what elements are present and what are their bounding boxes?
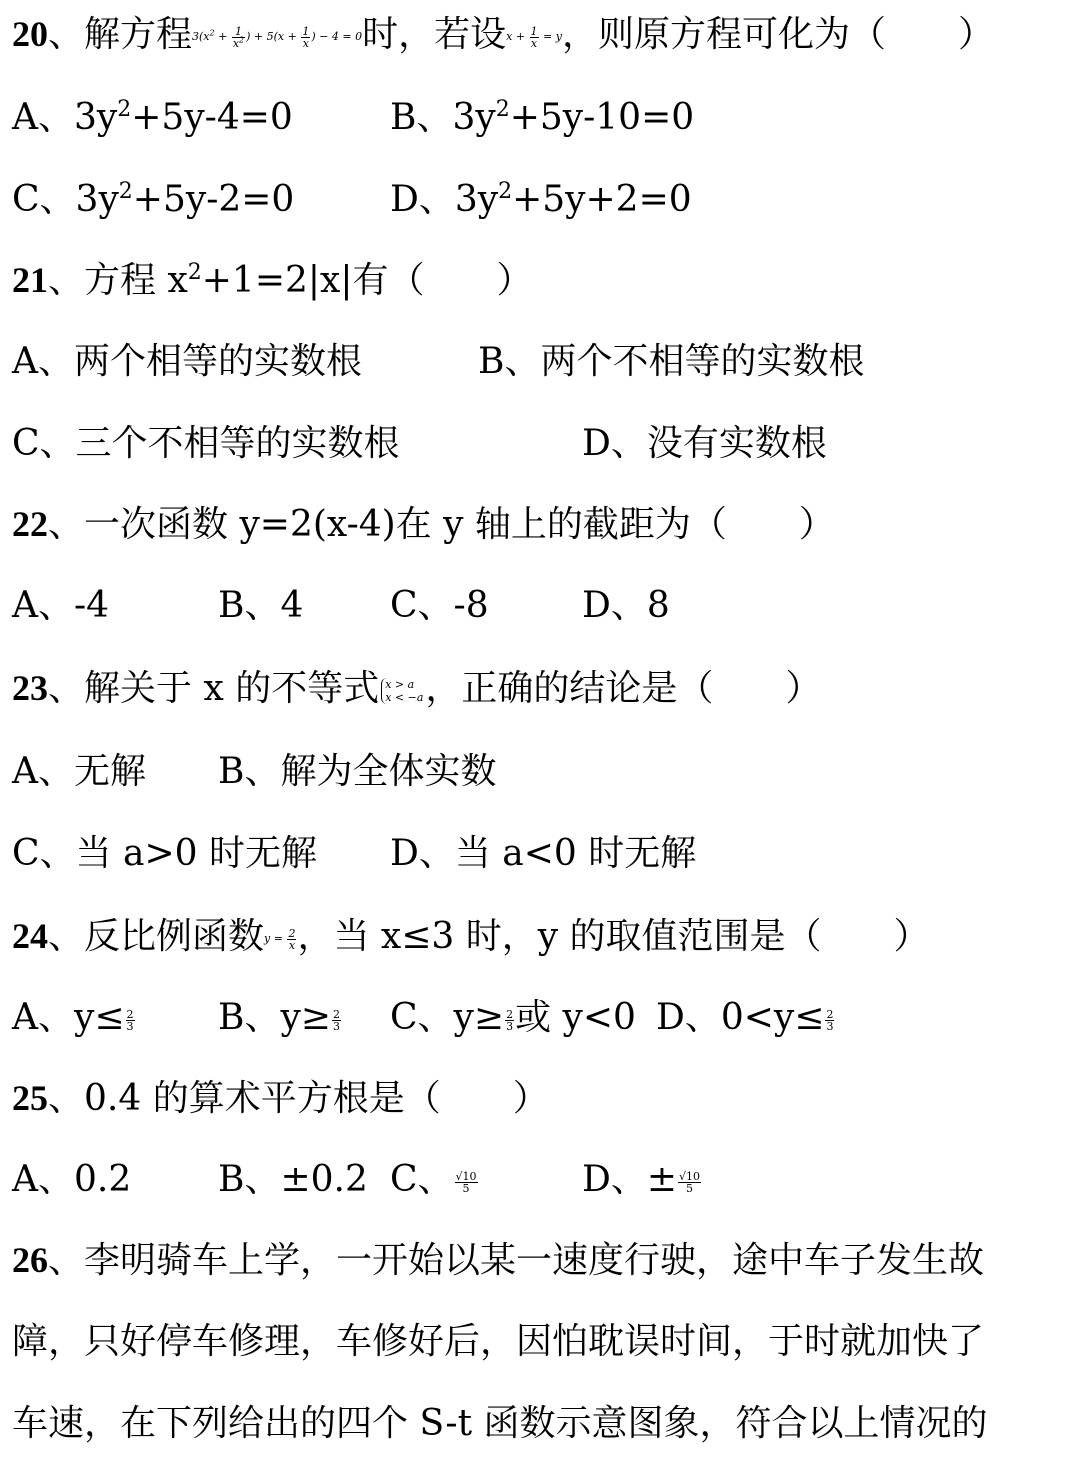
question-number: 25: [12, 1078, 48, 1118]
question-24: 24、反比例函数y = $\frac{2}{x}$ ，当 x≤3 时，y 的取值范围是（ ）: [12, 916, 930, 957]
option-b: B、$3y^2+5y-10=0$: [390, 97, 695, 138]
option-a: A、-4: [12, 585, 110, 626]
option-c: C、 $\frac{√10}{5}$: [390, 1159, 477, 1200]
option-b: B、4: [218, 585, 304, 626]
option-d: D、8: [582, 585, 670, 626]
option-c: C、当 a>0 时无解: [12, 833, 317, 874]
substitution: x + $\frac{1}{x}$ = y: [506, 24, 562, 50]
option-a: A、y≤ $\frac{2}{3}$: [12, 997, 134, 1038]
question-26: 26、李明骑车上学，一开始以某一速度行驶，途中车子发生故: [12, 1240, 985, 1281]
question-mid: 时，若设: [362, 14, 507, 55]
question-26-line-3: 车速，在下列给出的四个 S-t 函数示意图象，符合以上情况的: [12, 1403, 988, 1444]
inequality-system: x > a x < −a: [381, 678, 423, 704]
option-b: B、解为全体实数: [218, 751, 497, 792]
question-number: 22: [12, 504, 48, 544]
question-23: 23、解关于 x 的不等式 x > a x < −a ，正确的结论是（ ）: [12, 668, 822, 709]
option-c: C、-8: [390, 585, 489, 626]
question-number: 26: [12, 1240, 48, 1280]
question-suffix: ，则原方程可化为（ ）: [561, 14, 994, 55]
option-d: D、没有实数根: [582, 423, 827, 464]
option-b: B、±0.2: [218, 1159, 368, 1200]
option-b: B、y≥ $\frac{2}{3}$: [218, 997, 340, 1038]
question-26-line-2: 障，只好停车修理，车修好后，因怕耽误时间，于时就加快了: [12, 1321, 985, 1362]
option-d: D、$3y^2+5y+2=0$: [390, 179, 692, 220]
option-a: A、0.2: [12, 1159, 132, 1200]
question-number: 23: [12, 668, 48, 708]
option-d: D、± $\frac{√10}{5}$: [582, 1159, 701, 1200]
option-d: D、当 a<0 时无解: [390, 833, 697, 874]
question-prefix: 、解方程: [48, 14, 193, 55]
question-number: 24: [12, 916, 48, 956]
question-22: 22、一次函数 y=2(x-4)在 y 轴上的截距为（ ）: [12, 504, 835, 545]
option-a: A、无解: [12, 751, 146, 792]
question-number: 21: [12, 260, 48, 300]
option-c: C、三个不相等的实数根: [12, 423, 400, 464]
question-21: 21、方程 $x^2+1=2|x|$有（ ）: [12, 260, 533, 301]
option-d: D、0<y≤ $\frac{2}{3}$: [656, 997, 834, 1038]
option-c: C、$3y^2+5y-2=0$: [12, 179, 295, 220]
question-number: 20: [12, 14, 48, 54]
question-20: [12, 10, 994, 58]
question-25: 25、0.4 的算术平方根是（ ）: [12, 1078, 549, 1119]
option-a: A、$3y^2+5y-4=0$: [12, 97, 293, 138]
equation: $3(x^2$ + $\frac{1}{x^2}$ ) + 5(x + $\frac{1}{x}$ ) − 4 = 0: [192, 24, 363, 50]
function-formula: y = $\frac{2}{x}$: [264, 926, 296, 952]
option-a: A、两个相等的实数根: [12, 341, 362, 382]
option-b: B、两个不相等的实数根: [478, 341, 865, 382]
option-c: C、y≥ $\frac{2}{3}$ 或 y<0: [390, 997, 636, 1038]
